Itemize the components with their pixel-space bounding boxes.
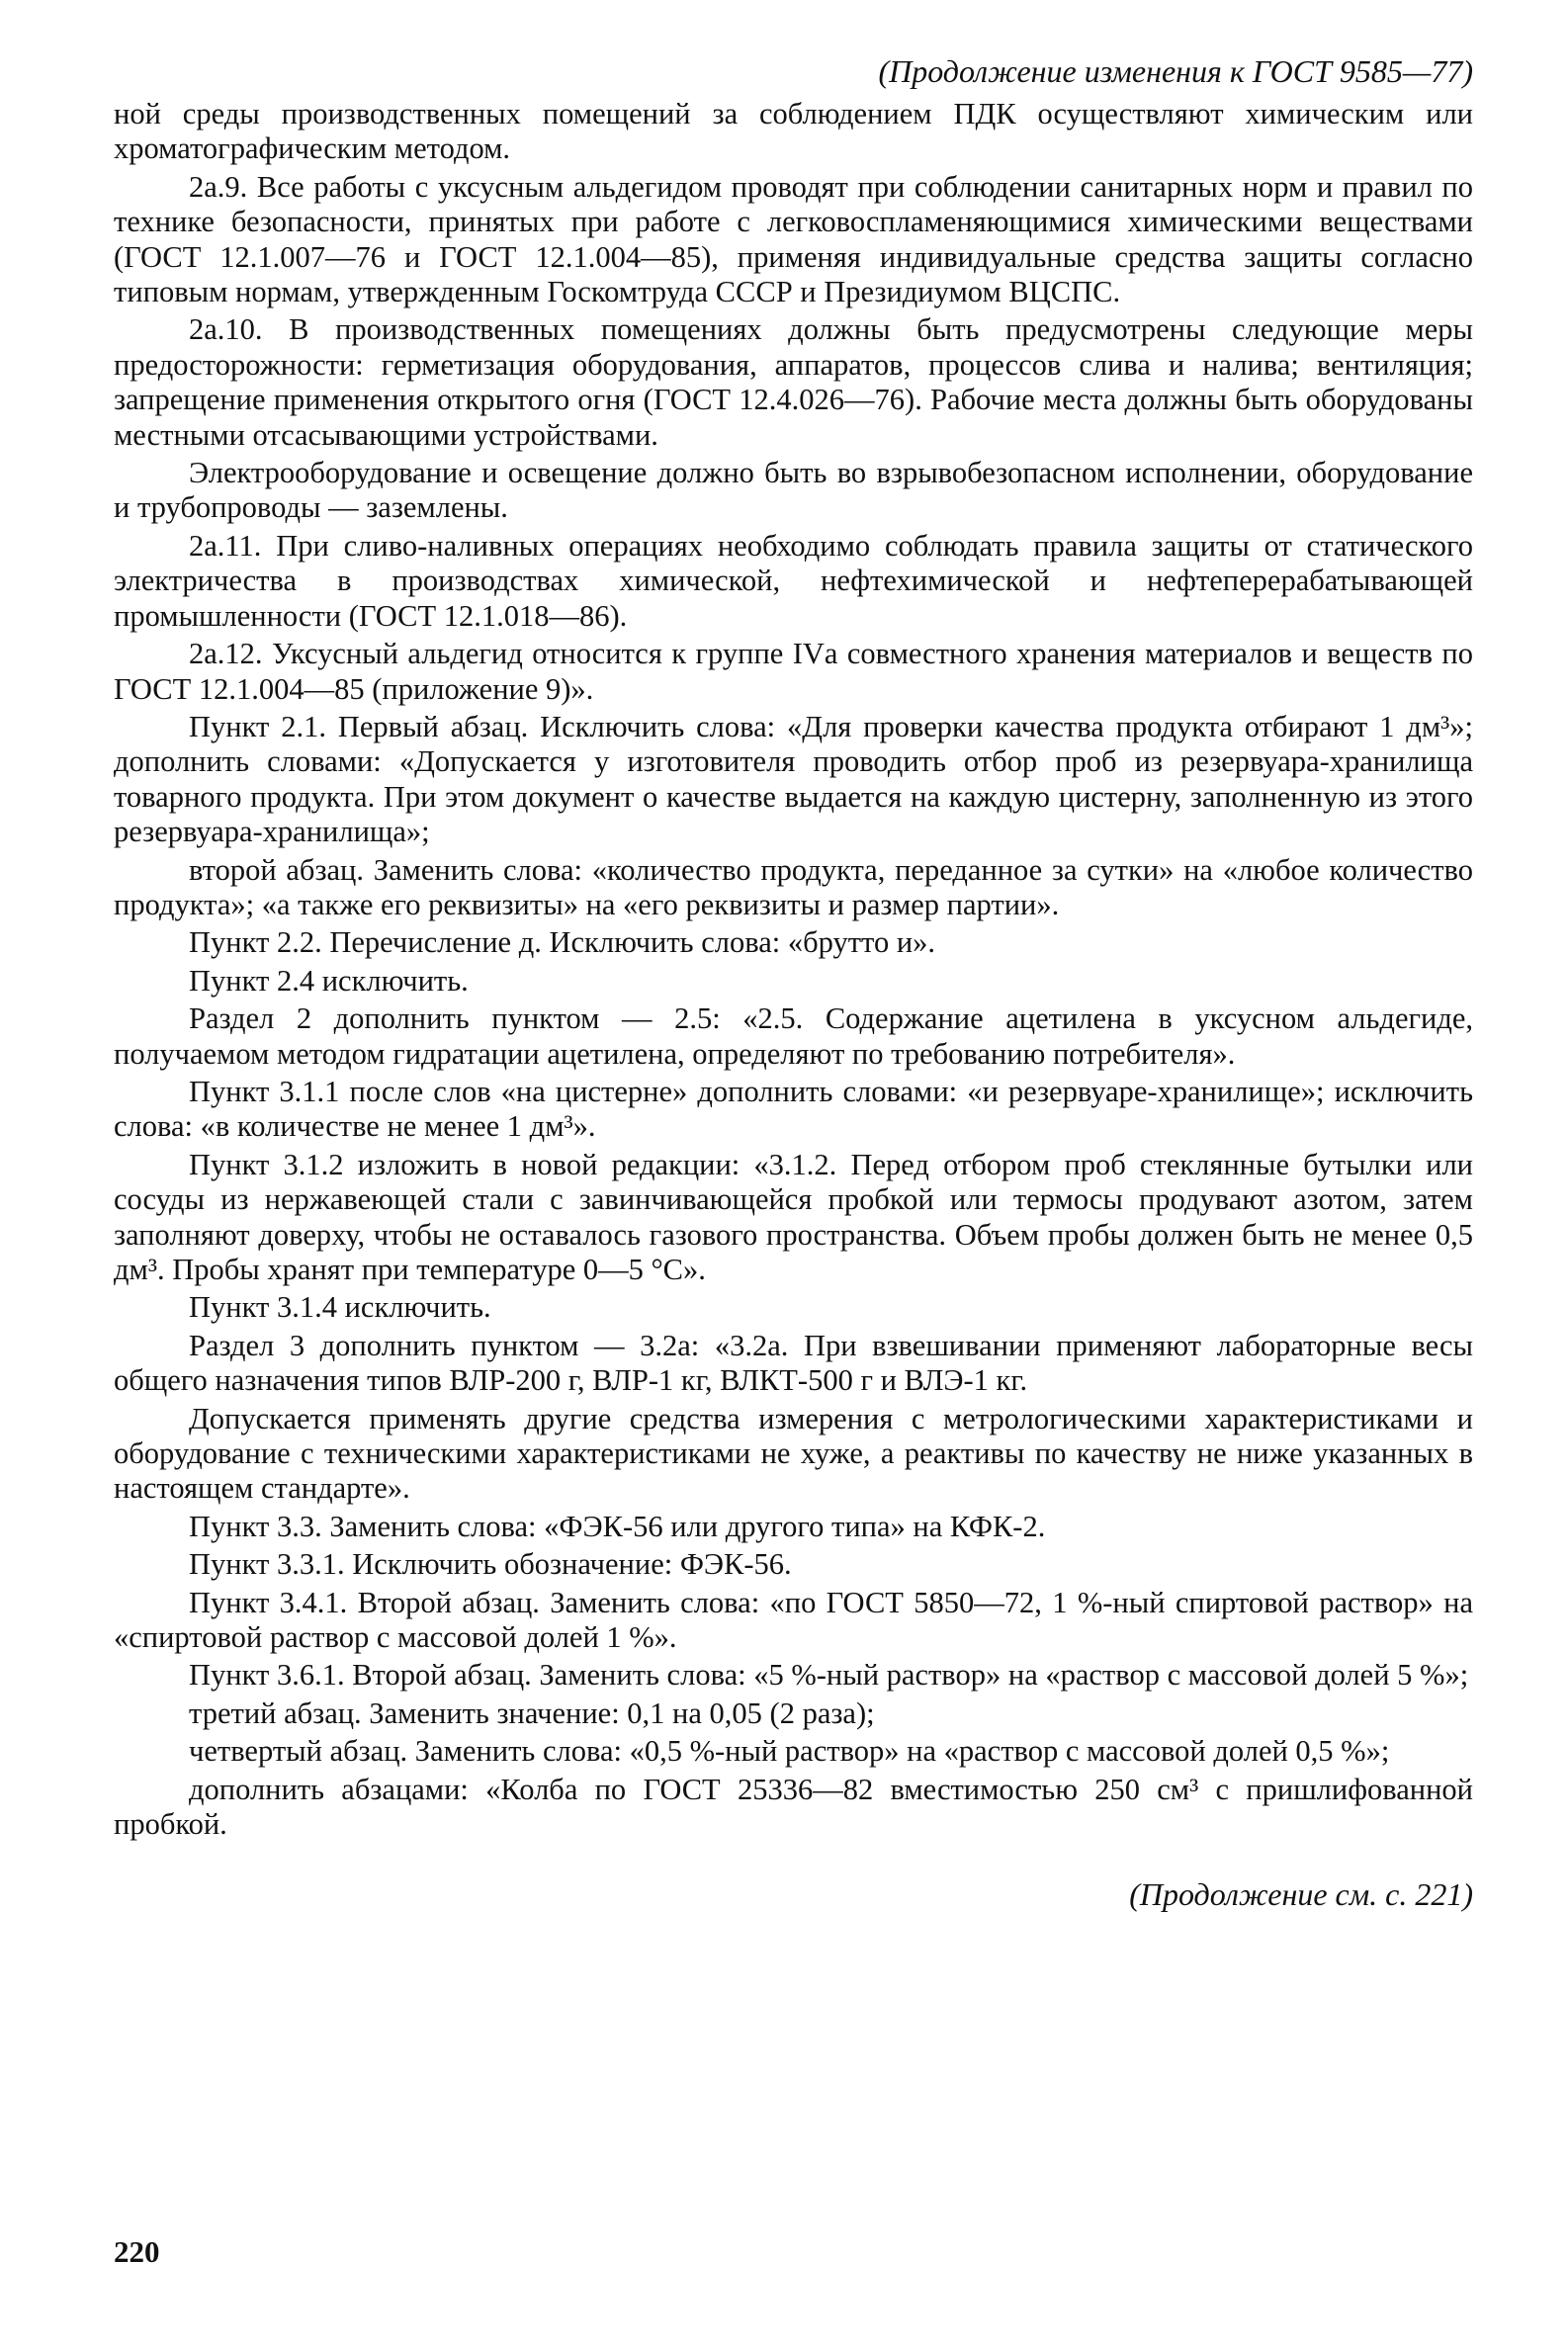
body-text <box>114 97 1473 1843</box>
paragraph: 2а.12. Уксусный альдегид относится к группе IVа совместного хранения материалов и веществ по ГОСТ 12.1.004—85 (приложение 9)». <box>114 637 1473 706</box>
paragraph: Пункт 3.4.1. Второй абзац. Заменить слова: «по ГОСТ 5850—72, 1 %-ный спиртовой раствор» на «спиртовой раствор с массовой долей 1 %». <box>114 1585 1473 1655</box>
paragraph: Пункт 3.6.1. Второй абзац. Заменить слова: «5 %-ный раствор» на «раствор с массовой долей 5 %»; <box>189 1658 1469 1693</box>
paragraph: третий абзац. Заменить значение: 0,1 на 0,05 (2 раза); <box>189 1695 875 1730</box>
page-number: 220 <box>114 2234 160 2269</box>
paragraph: Пункт 3.3.1. Исключить обозначение: ФЭК-56. <box>189 1547 792 1582</box>
paragraph: Пункт 2.1. Первый абзац. Исключить слова: «Для проверки качества продукта отбирают 1 дм³»; дополнить словами: «Допускается у изготовителя проводить отбор проб из резервуара-хранилища товарного продукта. При этом документ о качестве выдается на каждую цистерну, заполненную из этого резервуара-хранилища»; <box>114 709 1473 849</box>
paragraph: четвертый абзац. Заменить слова: «0,5 %-ный раствор» на «раствор с массовой долей 0,5 %»; <box>189 1734 1390 1769</box>
paragraph: дополнить абзацами: «Колба по ГОСТ 25336—82 вместимостью 250 см³ с пришлифованной пробкой. <box>114 1772 1473 1842</box>
paragraph: второй абзац. Заменить слова: «количество продукта, переданное за сутки» на «любое количество продукта»; «а также его реквизиты» на «его реквизиты и размер партии». <box>114 852 1473 921</box>
paragraph: Пункт 3.3. Заменить слова: «ФЭК-56 или другого типа» на КФК-2. <box>189 1509 1046 1543</box>
paragraph: Раздел 3 дополнить пунктом — 3.2а: «3.2а. При взвешивании применяют лабораторные весы общего назначения типов ВЛР-200 г, ВЛР-1 кг, ВЛКТ-500 г и ВЛЭ-1 кг. <box>114 1328 1473 1398</box>
running-head: (Продолжение изменения к ГОСТ 9585—77) <box>878 53 1473 89</box>
paragraph: Допускается применять другие средства измерения с метрологическими характеристиками и оборудование с техническими характеристиками не хуже, а реактивы по качеству не ниже указанных в настоящем стандарте». <box>114 1401 1473 1506</box>
paragraph: Раздел 2 дополнить пунктом — 2.5: «2.5. Содержание ацетилена в уксусном альдегиде, получаемом методом гидратации ацетилена, определяют по требованию потребителя». <box>114 1001 1473 1071</box>
paragraph: 2а.10. В производственных помещениях должны быть предусмотрены следующие меры предосторожности: герметизация оборудования, аппаратов, процессов слива и налива; вентиляция; запрещение применения открытого огня (ГОСТ 12.4.026—76). Рабочие места должны быть оборудованы местными отсасывающими устройствами. <box>114 312 1473 452</box>
paragraph: Пункт 3.1.1 после слов «на цистерне» дополнить словами: «и резервуаре-хранилище»; исключить слова: «в количестве не менее 1 дм³». <box>114 1074 1473 1144</box>
continued-note: (Продолжение см. с. 221) <box>1129 1875 1473 1912</box>
paragraph: Пункт 2.4 исключить. <box>189 963 469 998</box>
paragraph: Электрооборудование и освещение должно быть во взрывобезопасном исполнении, оборудование и трубопроводы — заземлены. <box>114 456 1473 525</box>
paragraph: 2а.11. При сливо-наливных операциях необходимо соблюдать правила защиты от статического электричества в производствах химической, нефтехимической и нефтеперерабатывающей промышленности (ГОСТ 12.1.018—86). <box>114 528 1473 633</box>
paragraph: 2а.9. Все работы с уксусным альдегидом проводят при соблюдении санитарных норм и правил по технике безопасности, принятых при работе с легковоспламеняющимися химическими веществами (ГОСТ 12.1.007—76 и ГОСТ 12.1.004—85), применяя индивидуальные средства защиты согласно типовым нормам, утвержденным Госкомтруда СССР и Президиумом ВЦСПС. <box>114 169 1473 309</box>
paragraph: Пункт 2.2. Перечисление д. Исключить слова: «брутто и». <box>189 925 936 960</box>
paragraph: Пункт 3.1.2 изложить в новой редакции: «3.1.2. Перед отбором проб стеклянные бутылки или сосуды из нержавеющей стали с завинчивающейся пробкой или термосы продувают азотом, затем заполняют доверху, чтобы не оставалось газового пространства. Объем пробы должен быть не менее 0,5 дм³. Пробы хранят при температуре 0—5 °С». <box>114 1147 1473 1286</box>
paragraph: Пункт 3.1.4 исключить. <box>189 1290 491 1325</box>
paragraph: ной среды производственных помещений за соблюдением ПДК осуществляют химическим или хроматографическим методом. <box>114 97 1473 166</box>
document-page <box>114 51 1473 1914</box>
